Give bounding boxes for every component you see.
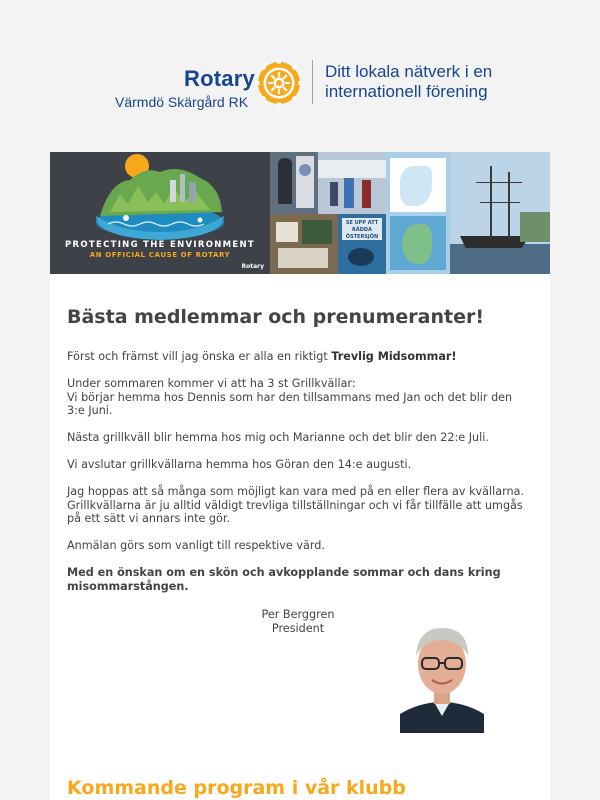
upcoming-program-heading: Kommande program i vår klubb — [67, 777, 406, 799]
president-portrait — [400, 618, 484, 733]
paragraph-hope: Jag hoppas att så många som möjligt kan vara med på en eller flera av kvällarna. Grillkvällarna är ju alltid väldigt trevliga tillställningar och vi får tillfälle att umgås på ett sätt vi annars inte gör. — [67, 485, 525, 525]
banner-image[interactable] — [50, 152, 550, 274]
tagline-line-2: internationell förening — [325, 82, 488, 101]
banner-caption-sub: AN OFFICIAL CAUSE OF ROTARY — [89, 251, 231, 259]
paragraph-grill-third: Vi avslutar grillkvällarna hemma hos Göran den 14:e augusti. — [67, 458, 412, 471]
paragraph-grill-intro — [67, 377, 533, 418]
midsummer-emphasis: Trevlig Midsommar! — [331, 350, 457, 363]
paragraph-registration: Anmälan görs som vanligt till respektive värd. — [67, 539, 325, 552]
logo-divider — [312, 60, 313, 104]
photo-sailing-ship — [450, 152, 550, 274]
photo-table-display — [270, 214, 338, 274]
photo-map-poster — [386, 152, 450, 274]
rotary-logo[interactable] — [115, 58, 505, 110]
email-header — [0, 0, 600, 152]
environment-illustration — [50, 152, 270, 274]
portrait-image — [400, 618, 484, 733]
signer-title: President — [271, 622, 325, 635]
grill-intro-line: Under sommaren kommer vi att ha 3 st Grillkvällar: — [67, 377, 356, 390]
tagline-line-1: Ditt lokala nätverk i en — [325, 62, 493, 81]
signature — [257, 608, 339, 636]
photo-fair — [318, 152, 386, 214]
paragraph-grill-second: Nästa grillkväll blir hemma hos mig och Marianne och det blir den 22:e Juli. — [67, 431, 489, 444]
midsummer-text: Först och främst vill jag önska er alla en riktigt — [67, 350, 332, 363]
grill-first-event: Vi börjar hemma hos Dennis som har den tillsammans med Jan och det blir den 3:e Juni. — [67, 390, 513, 417]
paragraph-midsummer — [67, 350, 533, 364]
photo-exhibition — [270, 152, 318, 214]
photo-collage — [270, 152, 550, 274]
club-tagline — [325, 62, 492, 102]
banner-rotary-mark: Rotary — [241, 263, 264, 270]
photo-baltic-poster — [338, 214, 386, 274]
poster-caption: SE UPP ATT RÄDDA ÖSTERSJÖN — [345, 220, 379, 240]
letter-body — [50, 274, 550, 800]
signer-name: Per Berggren — [261, 608, 335, 621]
brand-name: Rotary — [184, 66, 255, 91]
banner-caption-main: PROTECTING THE ENVIRONMENT — [64, 240, 256, 250]
club-name: Värmdö Skärgård RK — [115, 94, 249, 110]
greeting-heading: Bästa medlemmar och prenumeranter! — [67, 306, 484, 328]
paragraph-summer-wish: Med en önskan om en skön och avkopplande sommar och dans kring misommarstången. — [67, 566, 501, 593]
rotary-wheel-icon — [256, 60, 302, 106]
